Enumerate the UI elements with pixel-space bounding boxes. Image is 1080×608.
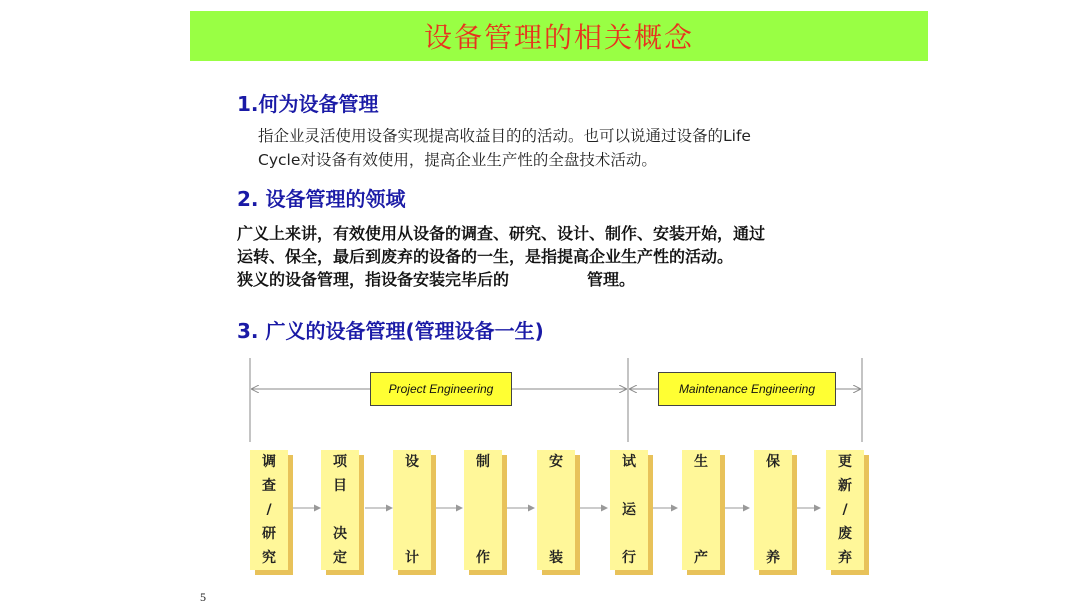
stage-char: 安	[549, 454, 563, 470]
stage-char: 更	[838, 454, 852, 470]
page-number: 5	[200, 590, 206, 604]
stage-box	[321, 450, 359, 570]
section2-line3a: 狭义的设备管理，指设备安装完毕后的	[237, 270, 510, 289]
page-title: 设备管理的相关概念	[423, 21, 694, 54]
section1-heading: 1.何为设备管理	[237, 92, 379, 116]
stage-box	[682, 450, 720, 570]
stage-char: /	[266, 502, 272, 518]
stage-char: 究	[262, 550, 276, 566]
stage-box	[754, 450, 792, 570]
stage-char: 保	[766, 454, 780, 470]
maintenance-engineering-label: Maintenance Engineering	[678, 382, 816, 396]
stage-char: 新	[838, 478, 852, 494]
section2-line1: 广义上来讲，有效使用从设备的调查、研究、设计、制作、安装开始，通过	[237, 224, 766, 243]
section1-line1: 指企业灵活使用设备实现提高收益目的的活动。也可以说通过设备的Life	[258, 127, 751, 145]
stage-char: /	[842, 502, 848, 518]
project-engineering-label: Project Engineering	[388, 382, 494, 396]
stage-char: 试	[622, 454, 636, 470]
stage-char: 废	[838, 526, 852, 542]
stage-char: 定	[333, 550, 347, 566]
section2-heading: 2. 设备管理的领域	[237, 187, 406, 211]
stage-char: 设	[405, 454, 419, 470]
stage-char: 弃	[838, 550, 852, 566]
stage-char: 制	[476, 454, 490, 470]
stage-char: 行	[622, 550, 636, 566]
stage-char: 目	[333, 478, 347, 494]
stage-char: 计	[405, 550, 419, 566]
stage-char: 作	[476, 550, 490, 566]
stage-char: 项	[333, 454, 347, 470]
stage-box	[610, 450, 648, 570]
stage-char: 养	[766, 550, 780, 566]
stage-char: 查	[262, 478, 276, 494]
section2-line2: 运转、保全，最后到废弃的设备的一生，是指提高企业生产性的活动。	[237, 247, 734, 266]
stage-char: 装	[549, 550, 563, 566]
stage-box	[826, 450, 864, 570]
stage-box	[393, 450, 431, 570]
stage-char: 产	[694, 550, 708, 566]
stage-box	[464, 450, 502, 570]
section1-line2: Cycle对设备有效使用，提高企业生产性的全盘技术活动。	[258, 151, 657, 169]
stage-char: 调	[262, 454, 276, 470]
stage-box	[537, 450, 575, 570]
section2-line3b: 管理。	[587, 270, 636, 289]
stage-char: 运	[622, 502, 636, 518]
section3-heading: 3. 广义的设备管理(管理设备一生)	[237, 319, 544, 343]
project-engineering-box	[370, 372, 512, 406]
stage-char: 决	[333, 526, 347, 542]
maintenance-engineering-box	[658, 372, 836, 406]
stage-char: 研	[262, 526, 276, 542]
stage-box	[250, 450, 288, 570]
stage-char: 生	[694, 454, 708, 470]
